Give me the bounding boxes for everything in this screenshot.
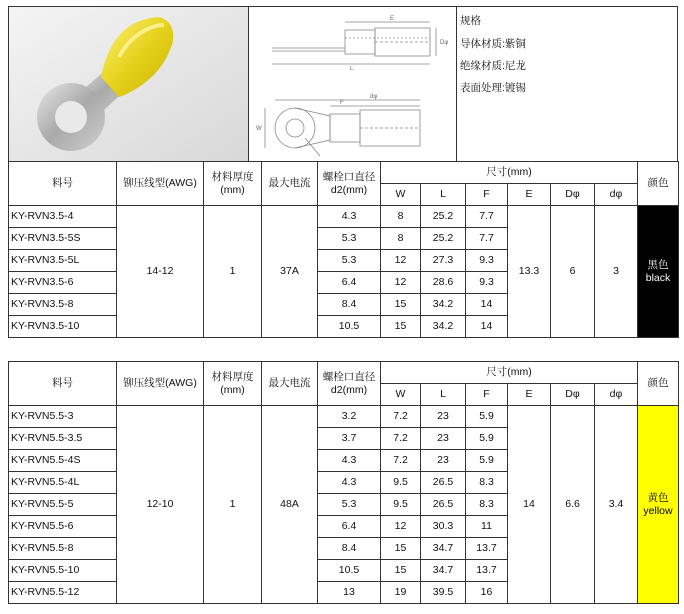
drawing-label-f: F (340, 100, 344, 106)
d-large-value: 6 (551, 206, 595, 338)
l-value: 23 (421, 428, 466, 450)
drawing-label-d: Dφ (440, 40, 449, 46)
w-value: 12 (381, 250, 421, 272)
part-number: KY-RVN3.5-8 (9, 294, 117, 316)
bolt-value: 10.5 (318, 560, 381, 582)
table-row (9, 406, 679, 428)
header-current: 最大电流 (262, 162, 318, 206)
drawing-label-e: E (390, 16, 395, 22)
bolt-value: 4.3 (318, 450, 381, 472)
w-value: 15 (381, 294, 421, 316)
part-number: KY-RVN5.5-6 (9, 516, 117, 538)
w-value: 8 (381, 228, 421, 250)
l-value: 34.2 (421, 316, 466, 338)
header-dphi-large: Dφ (551, 384, 595, 406)
drawing-label-dphi: dφ (370, 94, 378, 100)
l-value: 30.3 (421, 516, 466, 538)
header-f: F (466, 384, 508, 406)
f-value: 14 (466, 316, 508, 338)
header-dims: 尺寸(mm) (381, 162, 638, 184)
bolt-value: 5.3 (318, 494, 381, 516)
f-value: 9.3 (466, 272, 508, 294)
spec-insulation: 绝缘材质:尼龙 (460, 60, 526, 72)
f-value: 8.3 (466, 472, 508, 494)
bolt-value: 13 (318, 582, 381, 604)
w-value: 7.2 (381, 450, 421, 472)
part-number: KY-RVN5.5-12 (9, 582, 117, 604)
bolt-value: 10.5 (318, 316, 381, 338)
l-value: 27.3 (421, 250, 466, 272)
header-w: W (381, 184, 421, 206)
header-l: L (421, 384, 466, 406)
l-value: 25.2 (421, 206, 466, 228)
awg-value: 12-10 (117, 406, 204, 604)
e-value: 14 (508, 406, 551, 604)
header-color: 颜色 (638, 162, 679, 206)
f-value: 5.9 (466, 406, 508, 428)
part-number: KY-RVN5.5-4L (9, 472, 117, 494)
w-value: 15 (381, 538, 421, 560)
current-value: 37A (262, 206, 318, 338)
bolt-value: 8.4 (318, 294, 381, 316)
l-value: 34.7 (421, 538, 466, 560)
w-value: 12 (381, 272, 421, 294)
f-value: 5.9 (466, 450, 508, 472)
divider (248, 6, 249, 162)
header-e: E (508, 184, 551, 206)
part-number: KY-RVN5.5-4S (9, 450, 117, 472)
d-large-value: 6.6 (551, 406, 595, 604)
w-value: 15 (381, 560, 421, 582)
header-l: L (421, 184, 466, 206)
part-number: KY-RVN3.5-6 (9, 272, 117, 294)
thickness-value: 1 (204, 206, 262, 338)
table-row (9, 206, 679, 228)
bolt-value: 3.7 (318, 428, 381, 450)
bolt-value: 4.3 (318, 472, 381, 494)
bolt-value: 5.3 (318, 250, 381, 272)
part-number: KY-RVN3.5-5S (9, 228, 117, 250)
d-small-value: 3.4 (595, 406, 638, 604)
spec-conductor: 导体材质:紫铜 (460, 38, 526, 50)
product-photo (9, 7, 248, 161)
part-number: KY-RVN5.5-3.5 (9, 428, 117, 450)
header-dphi-small: dφ (595, 184, 638, 206)
part-number: KY-RVN3.5-5L (9, 250, 117, 272)
w-value: 9.5 (381, 472, 421, 494)
l-value: 34.7 (421, 560, 466, 582)
f-value: 8.3 (466, 494, 508, 516)
current-value: 48A (262, 406, 318, 604)
bolt-value: 3.2 (318, 406, 381, 428)
l-value: 23 (421, 406, 466, 428)
part-number: KY-RVN5.5-10 (9, 560, 117, 582)
w-value: 7.2 (381, 428, 421, 450)
l-value: 25.2 (421, 228, 466, 250)
f-value: 16 (466, 582, 508, 604)
w-value: 12 (381, 516, 421, 538)
part-number: KY-RVN5.5-3 (9, 406, 117, 428)
f-value: 13.7 (466, 560, 508, 582)
l-value: 26.5 (421, 472, 466, 494)
f-value: 9.3 (466, 250, 508, 272)
header-awg: 铆压线型(AWG) (117, 162, 204, 206)
w-value: 15 (381, 316, 421, 338)
l-value: 39.5 (421, 582, 466, 604)
header-dphi-large: Dφ (551, 184, 595, 206)
l-value: 34.2 (421, 294, 466, 316)
f-value: 5.9 (466, 428, 508, 450)
w-value: 8 (381, 206, 421, 228)
header-part-no: 料号 (9, 362, 117, 406)
part-number: KY-RVN3.5-4 (9, 206, 117, 228)
f-value: 13.7 (466, 538, 508, 560)
e-value: 13.3 (508, 206, 551, 338)
color-swatch-black: 黑色 black (638, 206, 679, 338)
bolt-value: 6.4 (318, 272, 381, 294)
header-part-no: 料号 (9, 162, 117, 206)
spec-heading: 规格 (460, 15, 481, 27)
header-thickness: 材料厚度 (mm) (204, 362, 262, 406)
color-swatch-yellow: 黄色 yellow (638, 406, 679, 604)
header-current: 最大电流 (262, 362, 318, 406)
f-value: 11 (466, 516, 508, 538)
header-f: F (466, 184, 508, 206)
f-value: 7.7 (466, 206, 508, 228)
spec-finish: 表面处理:镀锡 (460, 82, 526, 94)
header-dphi-small: dφ (595, 384, 638, 406)
thickness-value: 1 (204, 406, 262, 604)
w-value: 9.5 (381, 494, 421, 516)
header-e: E (508, 384, 551, 406)
bolt-value: 6.4 (318, 516, 381, 538)
l-value: 23 (421, 450, 466, 472)
w-value: 19 (381, 582, 421, 604)
divider (456, 6, 457, 162)
header-dims: 尺寸(mm) (381, 362, 638, 384)
header-awg: 铆压线型(AWG) (117, 362, 204, 406)
f-value: 14 (466, 294, 508, 316)
f-value: 7.7 (466, 228, 508, 250)
spec-table-2 (8, 361, 679, 604)
l-value: 28.6 (421, 272, 466, 294)
drawing-label-w: W (256, 126, 262, 132)
awg-value: 14-12 (117, 206, 204, 338)
bolt-value: 4.3 (318, 206, 381, 228)
w-value: 7.2 (381, 406, 421, 428)
part-number: KY-RVN3.5-10 (9, 316, 117, 338)
header-bolt: 螺栓口直径 d2(mm) (318, 362, 381, 406)
spec-table-1 (8, 161, 679, 338)
header-w: W (381, 384, 421, 406)
drawing-label-l: L (350, 66, 354, 72)
d-small-value: 3 (595, 206, 638, 338)
header-thickness: 材料厚度 (mm) (204, 162, 262, 206)
bolt-value: 8.4 (318, 538, 381, 560)
header-color: 颜色 (638, 362, 679, 406)
l-value: 26.5 (421, 494, 466, 516)
technical-drawing (250, 8, 455, 160)
header-bolt: 螺栓口直径 d2(mm) (318, 162, 381, 206)
part-number: KY-RVN5.5-8 (9, 538, 117, 560)
bolt-value: 5.3 (318, 228, 381, 250)
part-number: KY-RVN5.5-5 (9, 494, 117, 516)
